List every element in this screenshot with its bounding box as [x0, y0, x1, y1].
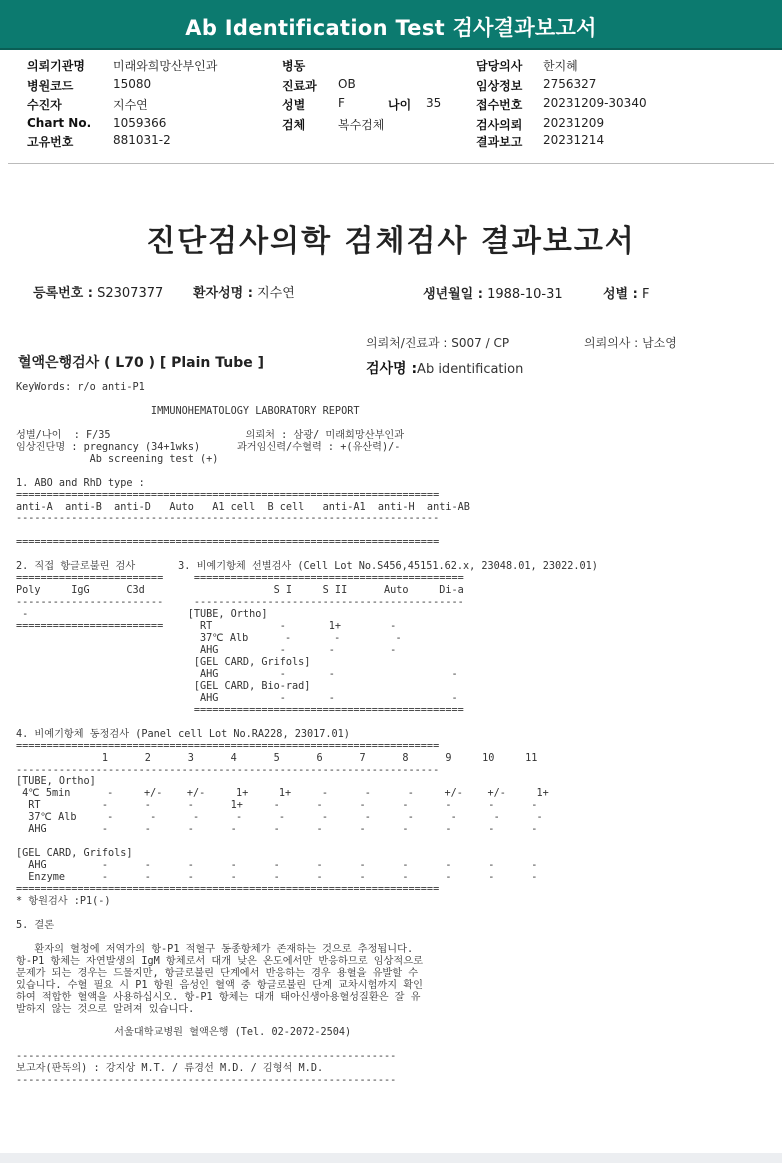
- report-line: - [TUBE, Ortho]: [16, 609, 268, 621]
- patient-reg-no: 등록번호 : S2307377: [33, 286, 164, 301]
- request-department: 의뢰처/진료과 : S007 / CP: [366, 336, 510, 350]
- exam-section-title: 혈액은행검사 ( L70 ) [ Plain Tube ]: [18, 355, 265, 371]
- report-line: =====================================================================: [16, 537, 440, 549]
- report-line: 4℃ 5min - +/- +/- 1+ 1+ - - - +/- +/- 1+: [16, 788, 549, 800]
- exam-name: 검사명 :Ab identification: [366, 361, 524, 377]
- report-line: 5. 결론: [16, 919, 55, 931]
- report-line: ---------------------------------------------------------------------: [16, 513, 440, 525]
- report-line: [GEL CARD, Grifols]: [16, 656, 311, 668]
- report-line: =====================================================================: [16, 884, 440, 896]
- info-clinical: 임상정보 2756327: [476, 77, 597, 93]
- report-title: 진단검사의학 검체검사 결과보고서: [146, 224, 636, 259]
- patient-sex: 성별 : F: [603, 287, 650, 302]
- report-line: 있습니다. 수혈 필요 시 P1 항원 음성인 혈액 중 항글로불린 단계 교차시험까지 확인: [16, 979, 423, 991]
- report-line: --------------------------------------------------------------: [16, 1075, 397, 1087]
- patient-dob: 생년월일 : 1988-10-31: [423, 287, 563, 302]
- info-unique-no: 고유번호 881031-2: [27, 133, 171, 149]
- report-line: anti-A anti-B anti-D Auto A1 cell B cell anti-A1 anti-H anti-AB: [16, 501, 470, 513]
- report-line: 서울대학교병원 혈액은행 (Tel. 02-2072-2504): [16, 1027, 352, 1039]
- report-line: 환자의 혈청에 저역가의 항-P1 적혈구 동종항체가 존재하는 것으로 추정됩니다.: [16, 943, 414, 955]
- header-title: Ab Identification Test 검사결과보고서: [185, 16, 597, 40]
- info-report-date: 결과보고 20231214: [476, 133, 605, 149]
- report-line: 성별/나이 : F/35 의뢰처 : 삼광/ 미래희망산부인과: [16, 429, 405, 441]
- report-line: ------------------------ --------------------------------------------: [16, 597, 464, 609]
- report-line: ======================== RT - 1+ -: [16, 621, 397, 633]
- info-sex: 성별 F: [282, 96, 345, 112]
- report-line: 1. ABO and RhD type :: [16, 477, 145, 489]
- report-line: 4. 비예기항체 동정검사 (Panel cell Lot No.RA228, 23017.01): [16, 728, 350, 740]
- info-doctor: 담당의사 한지혜: [476, 59, 578, 73]
- info-hospital-code: 병원코드 15080: [27, 77, 152, 93]
- info-request-date: 검사의뢰 20231209: [476, 116, 605, 132]
- report-line: =====================================================================: [16, 489, 440, 501]
- info-patient: 수진자 지수연: [27, 98, 148, 112]
- report-line: 항-P1 항체는 자연발생의 IgM 항체로서 대개 낮은 온도에서만 반응하므로 임상적으로: [16, 955, 423, 967]
- lab-report-body: [16, 382, 776, 1087]
- report-line: IMMUNOHEMATOLOGY LABORATORY REPORT: [16, 405, 360, 417]
- report-line: 임상진단명 : pregnancy (34+1wks) 과거임신력/수혈력 : +(유산력)/-: [16, 441, 401, 453]
- report-line: Enzyme - - - - - - - - - - -: [16, 872, 538, 884]
- report-line: Ab screening test (+): [16, 453, 219, 465]
- report-line: [GEL CARD, Grifols]: [16, 848, 133, 860]
- info-age: 나이 35: [388, 96, 442, 112]
- report-line: 발하지 않는 것으로 알려져 있습니다.: [16, 1003, 195, 1015]
- report-line: RT - - - 1+ - - - - - - -: [16, 800, 538, 812]
- report-line: =====================================================================: [16, 740, 440, 752]
- report-line: Poly IgG C3d S I S II Auto Di-a: [16, 585, 464, 597]
- report-line: ---------------------------------------------------------------------: [16, 764, 440, 776]
- report-line: 문제가 되는 경우는 드물지만, 항글로불린 단계에서 반응하는 경우 용혈을 유발할 수: [16, 967, 419, 979]
- header-banner: [0, 0, 782, 50]
- report-line: AHG - - -: [16, 692, 458, 704]
- report-line: AHG - - - - - - - - - - -: [16, 860, 538, 872]
- report-line: 37℃ Alb - - -: [16, 633, 402, 645]
- report-line: --------------------------------------------------------------: [16, 1051, 397, 1063]
- report-line: [TUBE, Ortho]: [16, 776, 96, 788]
- report-line: AHG - - -: [16, 644, 397, 656]
- report-line: 보고자(판독의) : 강지상 M.T. / 류경선 M.D. / 김형석 M.D.: [16, 1063, 324, 1075]
- report-line: ======================== ============================================: [16, 573, 464, 585]
- info-specimen: 검체 복수검체: [282, 118, 385, 132]
- patient-name: 환자성명 : 지수연: [193, 286, 295, 301]
- report-line: AHG - - - - - - - - - - -: [16, 824, 538, 836]
- report-line: * 항원검사 :P1(-): [16, 895, 111, 907]
- info-department: 진료과 OB: [282, 77, 356, 93]
- info-ward: 병동: [282, 59, 306, 73]
- report-line: ============================================: [16, 704, 464, 716]
- report-line: KeyWords: r/o anti-P1: [16, 382, 145, 393]
- request-doctor: 의뢰의사 : 남소영: [584, 336, 677, 350]
- report-line: 1 2 3 4 5 6 7 8 9 10 11: [16, 752, 538, 764]
- info-receipt-no: 접수번호 20231209-30340: [476, 96, 647, 112]
- report-line: AHG - - -: [16, 668, 458, 680]
- info-hospital-name: 의뢰기관명 미래와희망산부인과: [27, 59, 218, 73]
- report-line: 2. 직접 항글로불린 검사 3. 비예기항체 선별검사 (Cell Lot No.S456,45151.62.x, 23048.01, 23022.01): [16, 561, 598, 573]
- divider: [8, 163, 774, 164]
- report-line: 37℃ Alb - - - - - - - - - - -: [16, 812, 543, 824]
- info-chart-no: Chart No. 1059366: [27, 116, 167, 130]
- report-line: [GEL CARD, Bio-rad]: [16, 680, 311, 692]
- report-line: 하여 적합한 혈액을 사용하십시오. 항-P1 항체는 대개 태아신생아용혈성질환은 잘 유: [16, 991, 421, 1003]
- bottom-bar: [0, 1153, 782, 1163]
